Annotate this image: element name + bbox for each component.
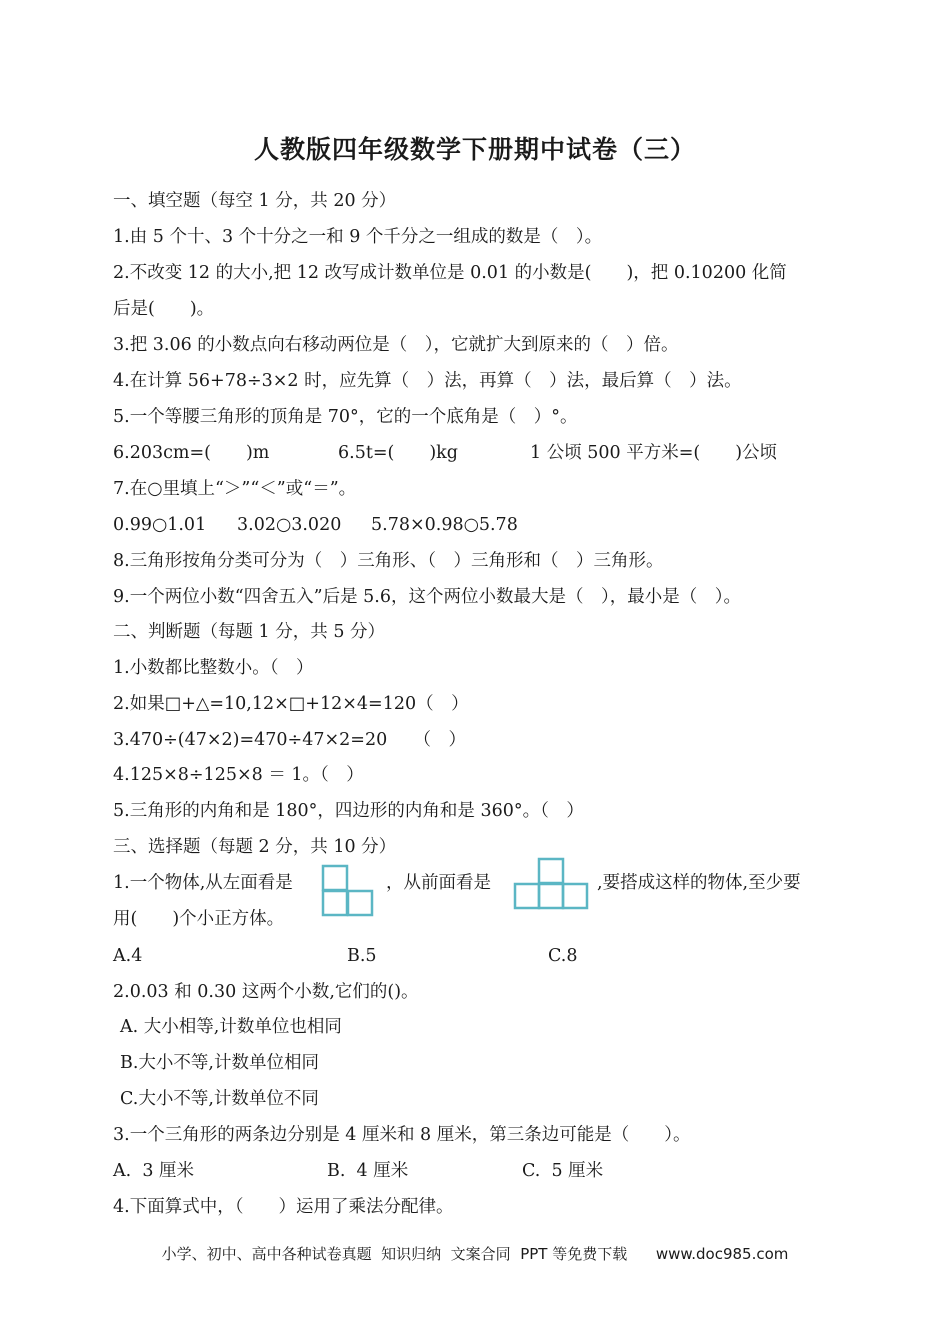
s3-q1-option-b: B.5: [347, 946, 377, 966]
page-footer: 小学、初中、高中各种试卷真题 知识归纳 文案合同 PPT 等免费下载 www.doc985.com: [161, 1245, 789, 1263]
s1-question-7b: 3.02○3.020: [237, 515, 342, 535]
s3-q3-option-b: B. 4 厘米: [327, 1161, 409, 1181]
s3-q2-option-c: C.大小不等,计数单位不同: [120, 1089, 319, 1109]
s1-question-6b: 6.5t=( )kg: [338, 443, 458, 463]
s3-q2-option-b: B.大小不等,计数单位相同: [120, 1053, 319, 1073]
s3-question-1-part1: 1.一个物体,从左面看是: [113, 873, 293, 893]
s2-question-5: 5.三角形的内角和是 180°，四边形的内角和是 360°。（ ）: [113, 801, 584, 821]
s1-question-2-line2: 后是( )。: [113, 299, 215, 319]
section1-heading: 一、填空题（每空 1 分，共 20 分）: [113, 191, 397, 211]
front-view-figure: [513, 857, 589, 911]
section3-heading: 三、选择题（每题 2 分，共 10 分）: [113, 837, 397, 857]
s3-q3-option-c: C. 5 厘米: [522, 1161, 604, 1181]
left-view-figure: [321, 864, 375, 918]
s1-question-5: 5.一个等腰三角形的顶角是 70°，它的一个底角是（ ）°。: [113, 407, 578, 427]
s1-question-2-line1: 2.不改变 12 的大小,把 12 改写成计数单位是 0.01 的小数是( )，把 0.10200 化简: [113, 263, 787, 283]
s1-question-7c: 5.78×0.98○5.78: [371, 515, 518, 535]
s3-q2-option-a: A. 大小相等,计数单位也相同: [120, 1017, 342, 1037]
s3-question-4: 4.下面算式中，（ ）运用了乘法分配律。: [113, 1197, 454, 1217]
s3-question-3: 3.一个三角形的两条边分别是 4 厘米和 8 厘米，第三条边可能是（ ）。: [113, 1125, 691, 1145]
section2-heading: 二、判断题（每题 1 分，共 5 分）: [113, 622, 386, 642]
s3-q1-option-c: C.8: [548, 946, 578, 966]
s3-question-1-line2: 用( )个小正方体。: [113, 909, 285, 929]
s1-question-8: 8.三角形按角分类可分为（ ）三角形、（ ）三角形和（ ）三角形。: [113, 551, 664, 571]
s3-q3-option-a: A. 3 厘米: [113, 1161, 195, 1181]
s1-question-9: 9.一个两位小数“四舍五入”后是 5.6，这个两位小数最大是（ ），最小是（ ）。: [113, 587, 741, 607]
s1-question-6c: 1 公顷 500 平方米=( )公顷: [530, 443, 778, 463]
s1-question-7a: 0.99○1.01: [113, 515, 207, 535]
s2-question-4: 4.125×8÷125×8 ＝ 1。（ ）: [113, 765, 364, 785]
s1-question-7: 7.在○里填上“＞”“＜”或“＝”。: [113, 479, 357, 499]
s1-question-1: 1.由 5 个十、3 个十分之一和 9 个千分之一组成的数是（ ）。: [113, 227, 603, 247]
s3-question-1-part2: ，从前面看是: [386, 873, 491, 893]
s2-question-3: 3.470÷(47×2)=470÷47×2=20 （ ）: [113, 730, 466, 750]
s2-question-2: 2.如果□+△=10,12×□+12×4=120（ ）: [113, 694, 469, 714]
s1-question-3: 3.把 3.06 的小数点向右移动两位是（ ），它就扩大到原来的（ ）倍。: [113, 335, 679, 355]
s2-question-1: 1.小数都比整数小。（ ）: [113, 658, 314, 678]
s1-question-4: 4.在计算 56+78÷3×2 时，应先算（ ）法，再算（ ）法，最后算（ ）法。: [113, 371, 742, 391]
page-title: 人教版四年级数学下册期中试卷（三）: [253, 135, 696, 164]
s1-question-6a: 6.203cm=( )m: [113, 443, 270, 463]
s3-question-2: 2.0.03 和 0.30 这两个小数,它们的()。: [113, 982, 419, 1002]
s3-question-1-part3: ,要搭成这样的物体,至少要: [597, 873, 801, 893]
s3-q1-option-a: A.4: [113, 946, 143, 966]
